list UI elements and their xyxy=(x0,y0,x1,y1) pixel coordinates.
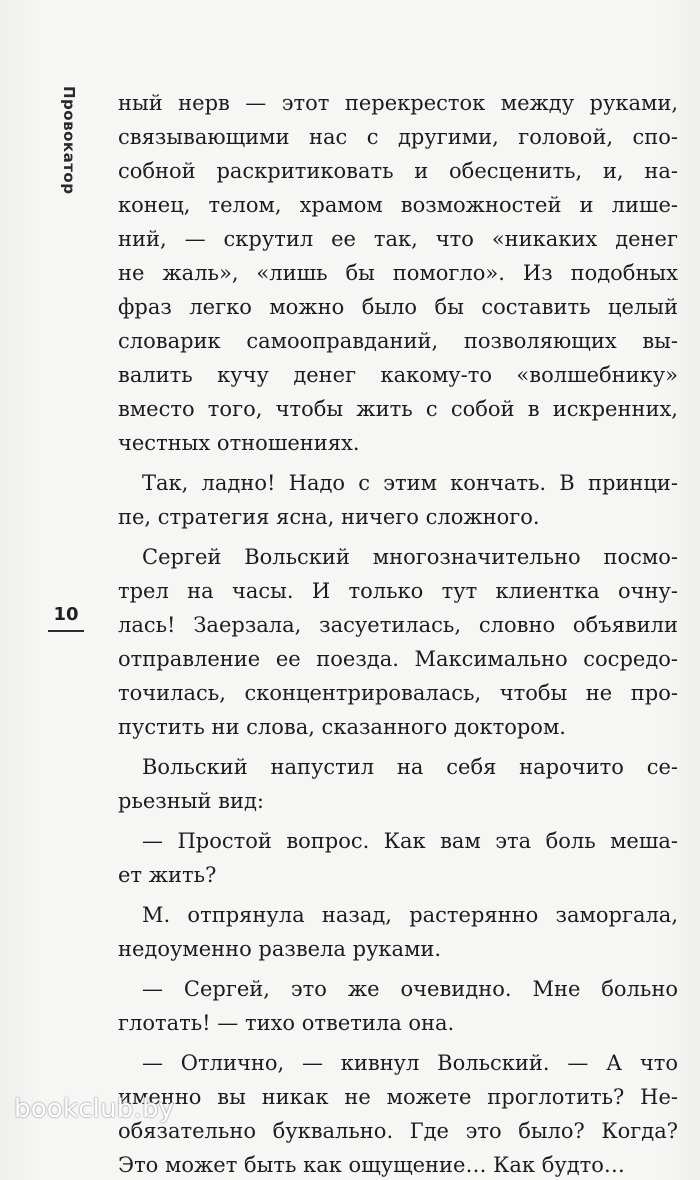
text-line: Сергей Вольский многозначительно посмо- xyxy=(142,545,678,569)
text-line: Это может быть как ощущение… Как будто… xyxy=(118,1153,625,1177)
text-line: отправление ее поезда. Максимально сосредо- xyxy=(118,647,678,671)
text-line: ный нерв — этот перекресток между руками, xyxy=(118,91,678,115)
text-line: фраз легко можно было бы составить целый xyxy=(118,295,678,319)
text-line: связывающими нас с другими, головой, спо- xyxy=(118,125,678,149)
text-line: обязательно буквально. Где это было? Когда? xyxy=(118,1119,678,1143)
running-head xyxy=(34,86,94,236)
text-line: валить кучу денег какому-то «волшебнику» xyxy=(118,363,678,387)
text-line: глотать! — тихо ответила она. xyxy=(118,1011,455,1035)
text-line: пе, стратегия ясна, ничего сложного. xyxy=(118,505,540,529)
text-line: честных отношениях. xyxy=(118,431,360,455)
page-number: 10 xyxy=(53,604,79,625)
paragraph xyxy=(118,750,678,818)
paragraph xyxy=(118,540,678,744)
paragraph xyxy=(118,972,678,1040)
text-line: трел на часы. И только тут клиентка очну- xyxy=(118,579,678,603)
text-line: — Отлично, — кивнул Вольский. — А что xyxy=(142,1051,678,1075)
paragraph xyxy=(118,824,678,892)
text-line: пустить ни слова, сказанного доктором. xyxy=(118,715,566,739)
running-head-text: Провокатор xyxy=(60,86,78,195)
page-number-rule xyxy=(48,630,84,632)
paragraph xyxy=(118,898,678,966)
text-line: именно вы никак не можете проглотить? Не- xyxy=(118,1085,678,1109)
paragraph xyxy=(118,1046,678,1180)
text-line: — Сергей, это же очевидно. Мне больно xyxy=(142,977,678,1001)
text-line: недоуменно развела руками. xyxy=(118,937,442,961)
text-line: ний, — скрутил ее так, что «никаких денег xyxy=(118,227,678,251)
text-line: не жаль», «лишь бы помогло». Из подобных xyxy=(118,261,678,285)
text-line: — Простой вопрос. Как вам эта боль меша- xyxy=(142,829,678,853)
text-line: вместо того, чтобы жить с собой в искренних, xyxy=(118,397,678,421)
text-line: точилась, сконцентрировалась, чтобы не про- xyxy=(118,681,678,705)
text-line: словарик самооправданий, позволяющих вы- xyxy=(118,329,678,353)
watermark: bookclub.by xyxy=(14,1094,175,1124)
text-line: конец, телом, храмом возможностей и лише- xyxy=(118,193,678,217)
text-line: М. отпрянула назад, растерянно заморгала, xyxy=(142,903,678,927)
text-line: рьезный вид: xyxy=(118,789,264,813)
paragraph xyxy=(118,86,678,460)
paragraph xyxy=(118,466,678,534)
text-line: Вольский напустил на себя нарочито се- xyxy=(142,755,678,779)
text-line: лась! Заерзала, засуетилась, словно объявили xyxy=(118,613,678,637)
text-line: собной раскритиковать и обесценить, и, на- xyxy=(118,159,678,183)
body-text xyxy=(118,86,678,1180)
text-line: ет жить? xyxy=(118,863,217,887)
text-line: Так, ладно! Надо с этим кончать. В принци- xyxy=(142,471,678,495)
